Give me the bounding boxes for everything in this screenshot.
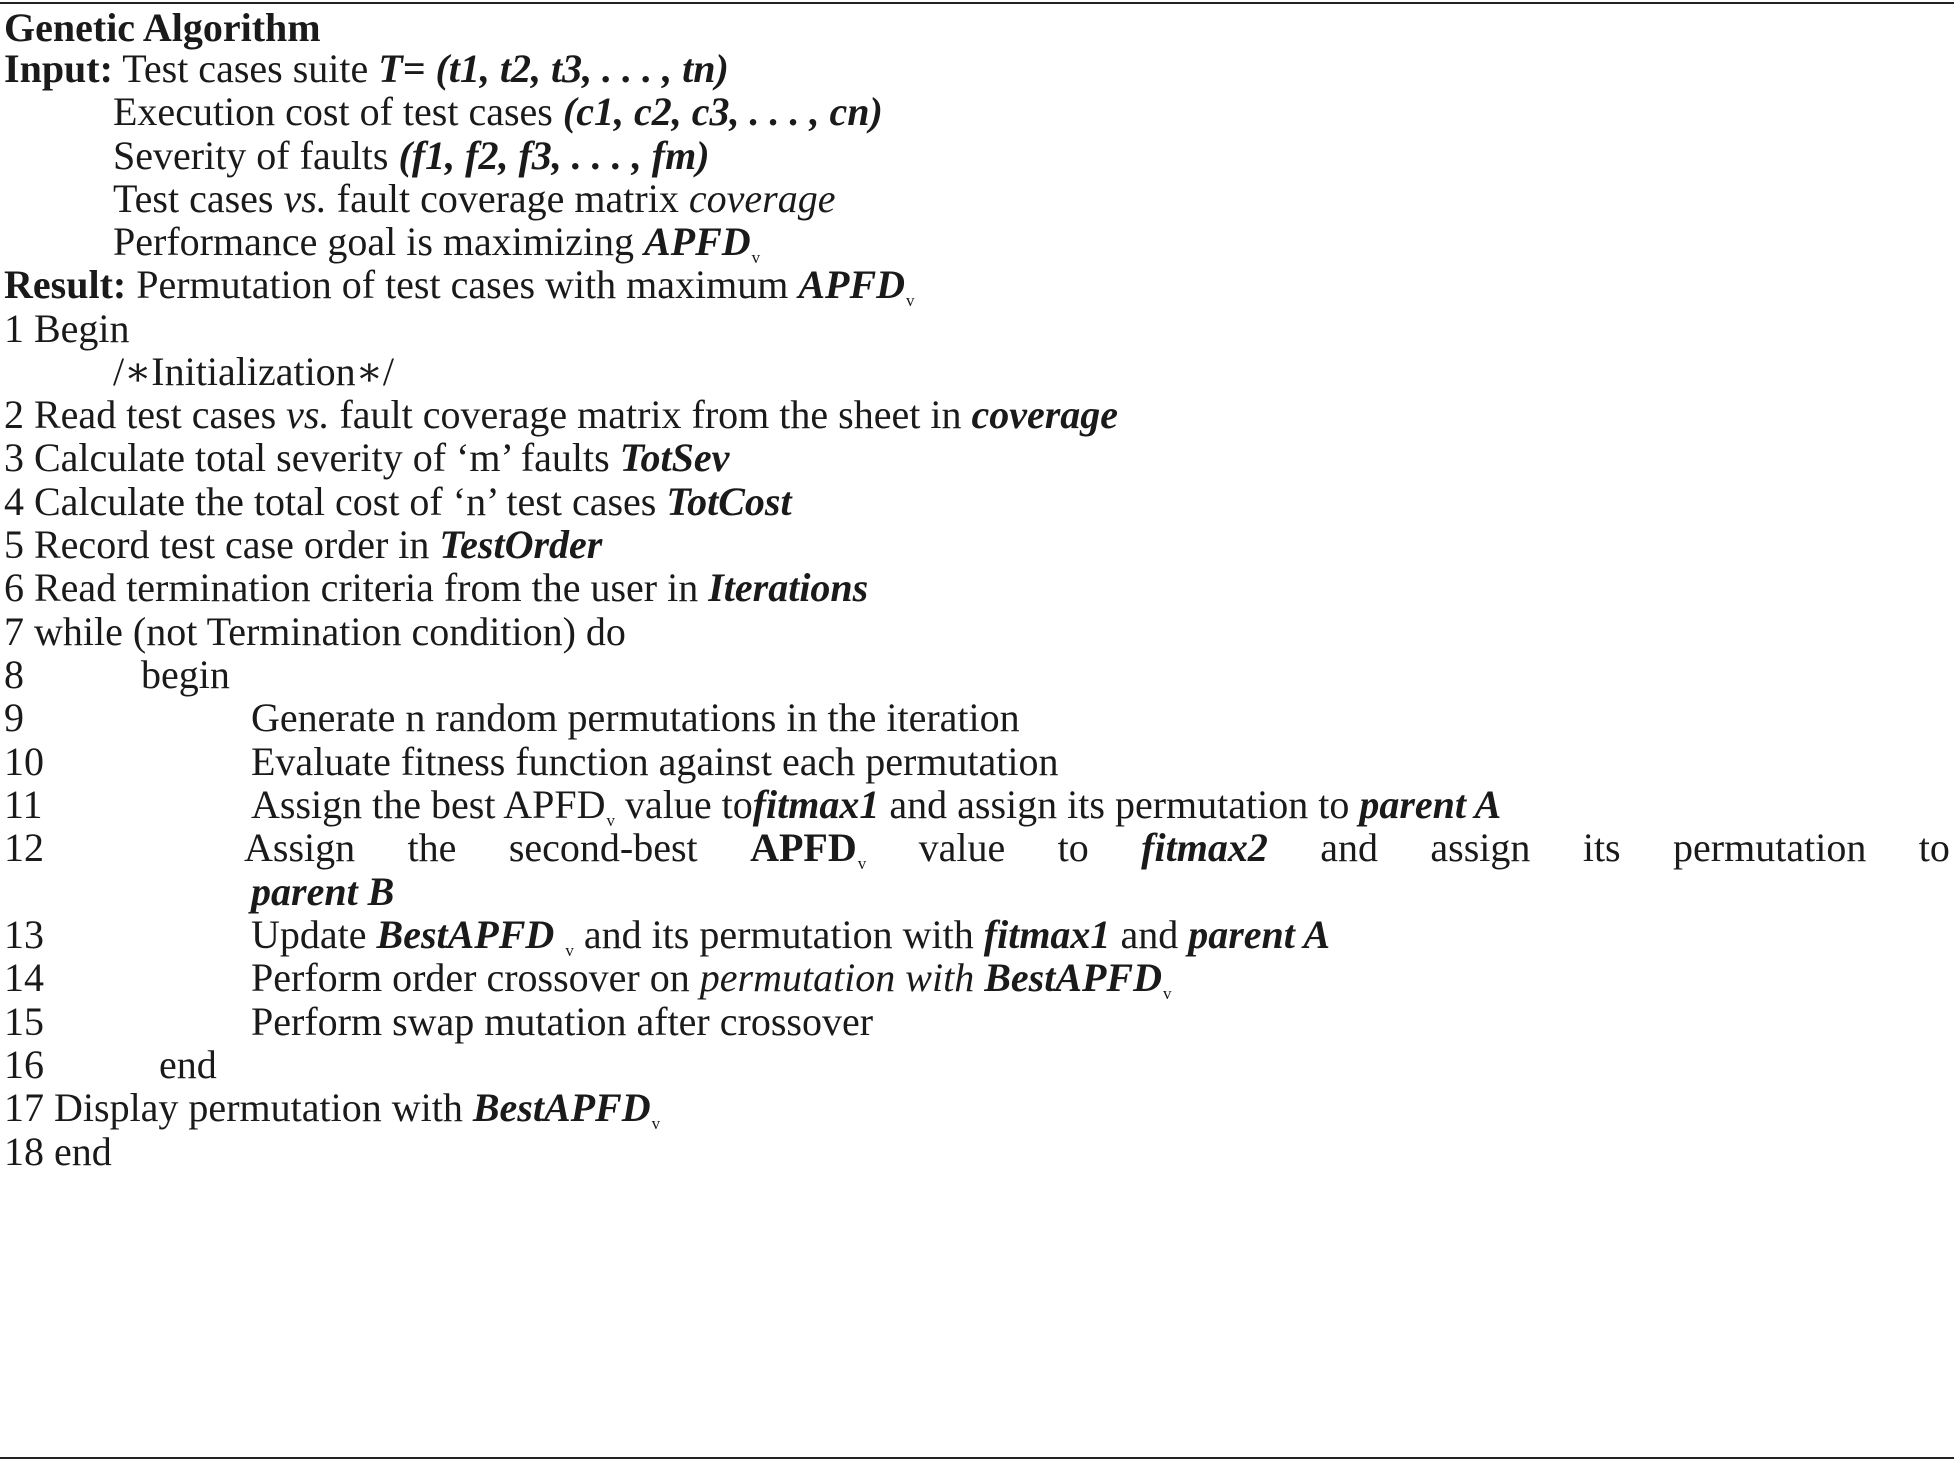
input-line-4: Test cases vs. fault coverage matrix coverage xyxy=(113,176,836,221)
step-3: 3 Calculate total severity of ‘m’ faults TotSev xyxy=(4,435,730,480)
step-12: 12 Assign the second-best $APFD_v$ value to fitmax2 and assign its permutation to xyxy=(4,825,1950,873)
input-line-2: Execution cost of test cases (c1, c2, c3, . . . , cn) xyxy=(113,89,883,134)
step-17: 17 Display permutation with BestAPFD$_v$ xyxy=(4,1085,661,1133)
step-11: 11 Assign the best $APFD_v$ value tofitmax1 and assign its permutation to parent A xyxy=(4,782,1502,830)
step-2: 2 Read test cases vs. fault coverage matrix from the sheet in coverage xyxy=(4,392,1119,437)
init-comment: /∗Initialization∗/ xyxy=(113,349,394,394)
input-label: Input: xyxy=(4,46,113,91)
step-1: 1 Begin xyxy=(4,306,130,351)
step-18: 18 end xyxy=(4,1129,112,1174)
bottom-rule xyxy=(0,1457,1954,1459)
step-6: 6 Read termination criteria from the user in Iterations xyxy=(4,565,869,610)
step-5: 5 Record test case order in TestOrder xyxy=(4,522,603,567)
step-12-cont: parent B xyxy=(251,869,395,914)
step-14: 14 Perform order crossover on permutation with BestAPFD$_v$ xyxy=(4,955,1172,1003)
step-7: 7 while (not Termination condition) do xyxy=(4,609,626,654)
step-13: 13 Update BestAPFD $_v$ and its permutation with fitmax1 and parent A xyxy=(4,912,1331,960)
result-line: Result: Permutation of test cases with maximum $APFD_v$ xyxy=(4,262,915,310)
step-10: 10 Evaluate fitness function against each permutation xyxy=(4,739,1059,784)
algorithm-title: Genetic Algorithm xyxy=(4,5,321,50)
result-label: Result: xyxy=(4,262,127,307)
step-9: 9 Generate n random permutations in the iteration xyxy=(4,695,1020,740)
step-4: 4 Calculate the total cost of ‘n’ test cases TotCost xyxy=(4,479,792,524)
step-8: 8 begin xyxy=(4,652,230,697)
step-16: 16 end xyxy=(4,1042,217,1087)
step-15: 15 Perform swap mutation after crossover xyxy=(4,999,874,1044)
input-line-3: Severity of faults (f1, f2, f3, . . . , fm) xyxy=(113,133,710,178)
input-line-5: Performance goal is maximizing $APFD_v$ xyxy=(113,219,761,267)
input-line-1: Input: Test cases suite T= (t1, t2, t3, . . . , tn) xyxy=(4,46,729,91)
